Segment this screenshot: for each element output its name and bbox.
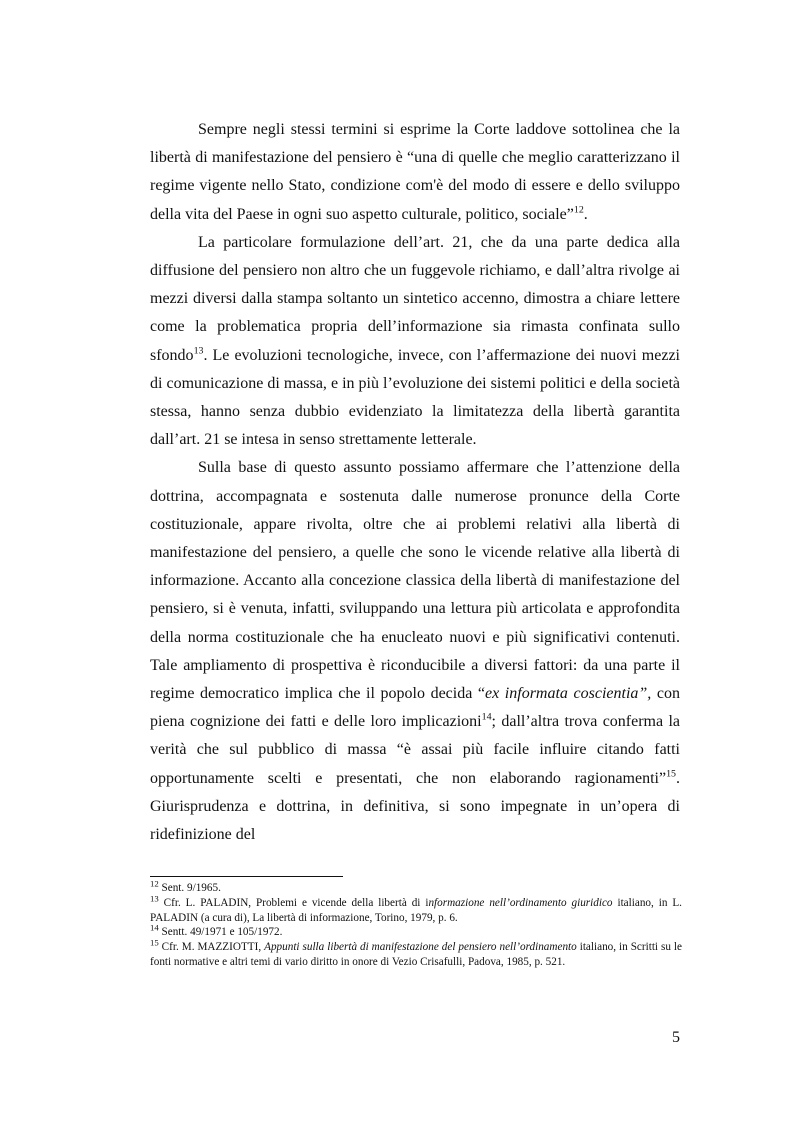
footnote-ref: 13 — [150, 893, 159, 904]
text-run: Cfr. M. MAZZIOTTI, — [158, 941, 265, 954]
footnote-ref: 12 — [150, 878, 159, 889]
footnote — [150, 937, 682, 970]
footnote — [150, 922, 682, 940]
paragraph — [150, 229, 680, 455]
paragraph — [150, 454, 680, 849]
footnote — [150, 893, 682, 926]
page-number: 5 — [672, 1029, 680, 1046]
text-run: . Le evoluzioni tecnologiche, invece, con l’affermazione dei nuovi mezzi di comunicazione di massa, e in più l’evoluzione dei sistemi politici e della società stessa, hanno senza dubbio evidenziato la limitatezza della libertà garantita dall’art. 21 se intesa in senso strettamente letterale. — [150, 346, 680, 449]
text-run: . Giurisprudenza e dottrina, in definitiva, si sono impegnate in un’opera di ridefinizione del — [150, 769, 680, 844]
text-run: italiano, in Scritti su le fonti normative e altri temi di vario diritto in onore di Vezio Crisafulli, Padova, 1985, p. 521. — [150, 941, 682, 968]
paragraph — [150, 116, 680, 229]
text-run: Sent. 9/1965. — [158, 882, 221, 894]
text-run: . — [583, 205, 588, 223]
text-run: La particolare formulazione dell’art. 21, che da una parte dedica alla diffusione del pensiero non altro che un fuggevole richiamo, e dall’altra rivolge ai mezzi diversi dalla stampa soltanto un sintetico accenno, dimostra a chiare lettere come la problematica propria dell’informazione sia rimasta confinata sullo sfondo — [150, 233, 680, 364]
footnote-ref: 15 — [150, 937, 159, 948]
footnotes — [150, 878, 682, 970]
text-run: Sulla base di questo assunto possiamo affermare che l’attenzione della dottrina, accompagnata e sostenuta dalle numerose pronunce della Corte costituzionale, appare rivolta, oltre che ai problemi relativi alla libertà di manifestazione del pensiero, a quelle che sono le vicende relative alla libertà di informazione. Accanto alla concezione classica della libertà di manifestazione del pensiero, si è venuta, infatti, sviluppando una lettura più articolata e approfondita della norma costituzionale che ha enucleato nuovi e più significativi contenuti. Tale ampliamento di prospettiva è riconducibile a diversi fattori: da una parte il regime democratico implica che il popolo decida “ — [150, 459, 680, 703]
text-run: Sentt. 49/1971 e 105/1972. — [158, 926, 283, 939]
italic-text: Appunti sulla libertà di manifestazione del pensiero nell’ordinamento — [264, 941, 577, 954]
text-run: con piena cognizione dei fatti e delle loro implicazioni — [150, 685, 680, 731]
body-text — [150, 116, 680, 849]
text-run: italiano, in L. PALADIN (a cura di), La libertà di informazione, Torino, 1979, p. 6. — [150, 896, 682, 924]
footnote-ref: 12 — [573, 204, 584, 216]
text-run: Cfr. L. PALADIN, Problemi e vicende della libertà di i — [158, 896, 429, 909]
footnote — [150, 878, 682, 896]
footnote-ref: 14 — [481, 711, 492, 723]
text-run: Sempre negli stessi termini si esprime la Corte laddove sottolinea che la libertà di manifestazione del pensiero è “una di quelle che meglio caratterizzano il regime vigente nello Stato, condizione com'è del modo di essere e dello sviluppo della vita del Paese in ogni suo aspetto culturale, politico, sociale” — [150, 121, 680, 223]
footnote-ref: 15 — [666, 768, 676, 780]
footnote-ref: 13 — [193, 345, 204, 357]
italic-text: nformazione nell’ordinamento giuridico — [428, 896, 613, 909]
footnote-separator — [150, 876, 343, 877]
italic-text: ex informata coscientia”, — [485, 685, 652, 703]
text-run: ; dall’altra trova conferma la verità che sul pubblico di massa “è assai più facile influire citando fatti opportunamente scelti e presentati, che non elaborando ragionamenti” — [150, 713, 681, 787]
footnote-ref: 14 — [150, 922, 159, 933]
